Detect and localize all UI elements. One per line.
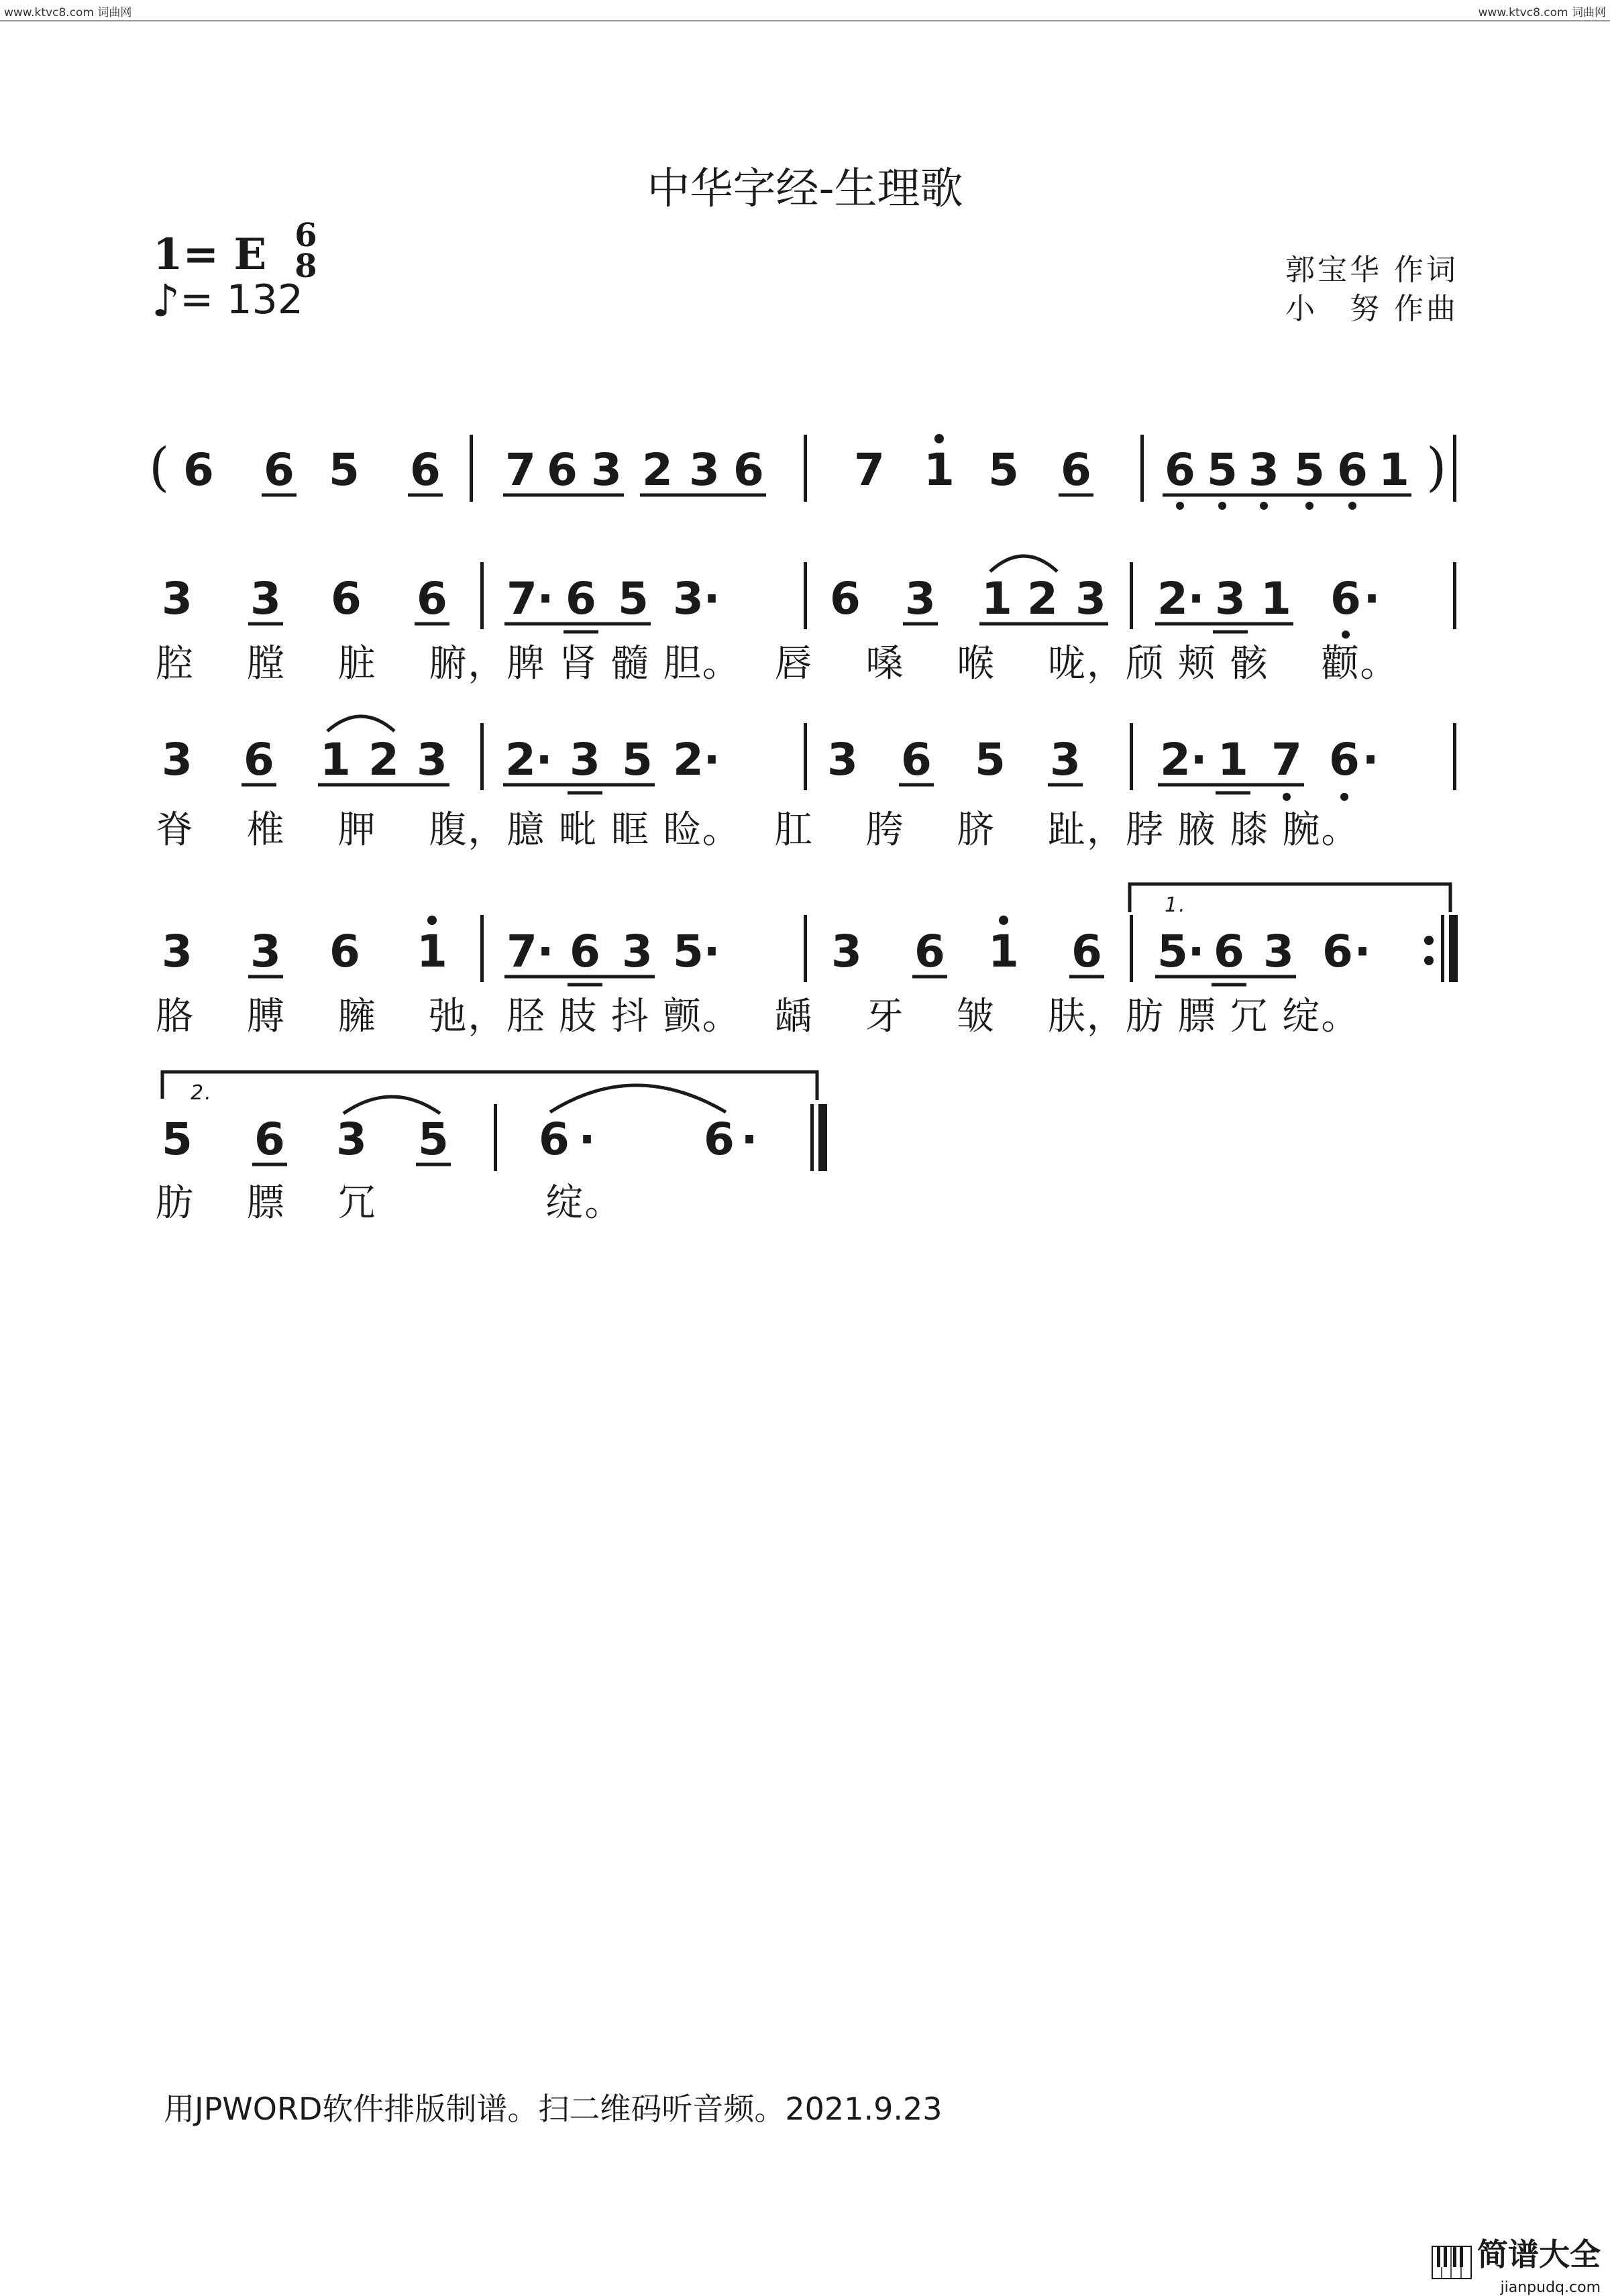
note: 3 <box>1263 926 1294 977</box>
note: 5 <box>1207 444 1238 496</box>
page-title: 中华字经-生理歌 <box>647 164 963 214</box>
volta-1-label: 1. <box>1165 893 1187 917</box>
note: 6 <box>1329 734 1360 785</box>
note: 3 <box>905 573 936 624</box>
note: 3 <box>827 734 858 785</box>
note: 6 <box>1337 444 1368 496</box>
note: 6 <box>830 573 861 624</box>
close-paren: ) <box>1426 437 1447 498</box>
note: 6 <box>417 573 447 624</box>
note: 3 <box>250 926 281 977</box>
note: 6 <box>570 926 600 977</box>
note: 6 <box>244 734 274 785</box>
lyric-line-3: 胳 膊 臃 弛，胫 肢 抖 颤。 龋 牙 皱 肤，肪 膘 冗 绽。 <box>156 995 1360 1038</box>
note: 3 <box>591 444 622 496</box>
note: 3 <box>162 734 193 785</box>
note: 6 <box>539 1113 570 1165</box>
note: 6 <box>183 444 214 496</box>
meter-bottom: 8 <box>294 248 317 285</box>
lyricist-credit: 郭宝华 作词 <box>1285 253 1458 287</box>
footer-note: 用JPWORD软件排版制谱。扫二维码听音频。2021.9.23 <box>164 2091 943 2127</box>
note: 2 <box>505 734 536 785</box>
meter-top: 6 <box>294 217 317 254</box>
dot: · <box>1354 926 1371 977</box>
note: 1 <box>924 444 955 496</box>
note: 2 <box>642 444 673 496</box>
note: 5 <box>618 573 649 624</box>
barline <box>804 435 807 502</box>
barline <box>494 1104 497 1171</box>
tempo-value: = 132 <box>180 276 303 323</box>
barline <box>1140 435 1144 502</box>
note: 3 <box>162 573 193 624</box>
note: 7 <box>854 444 885 496</box>
note: 5 <box>975 734 1006 785</box>
dot: · <box>1190 734 1208 785</box>
dot: · <box>703 573 720 624</box>
note: 3 <box>162 926 193 977</box>
dot: · <box>537 573 554 624</box>
lyric-line-2: 脊 椎 胛 腹，臆 毗 眶 睑。 肛 胯 脐 趾，脖 腋 膝 腕。 <box>156 808 1360 852</box>
dot: · <box>1187 926 1205 977</box>
barline <box>804 723 807 790</box>
brand-name: 简谱大全 <box>1477 2236 1601 2273</box>
note: 5 <box>1294 444 1325 496</box>
barline <box>1130 915 1133 982</box>
note: 6 <box>733 444 764 496</box>
note: 6 <box>410 444 441 496</box>
note: 2 <box>1160 734 1191 785</box>
dot: · <box>1187 573 1205 624</box>
dot: · <box>703 926 720 977</box>
note: 7 <box>506 926 537 977</box>
dot: · <box>703 734 720 785</box>
note: 6 <box>547 444 578 496</box>
note: 1 <box>417 926 447 977</box>
key-signature: 1= E <box>153 229 267 280</box>
barline <box>480 562 484 629</box>
note: 3 <box>1248 444 1279 496</box>
note: 2 <box>673 734 704 785</box>
note: 5 <box>622 734 653 785</box>
note: 5 <box>673 926 704 977</box>
note: 3 <box>831 926 862 977</box>
note: 7 <box>1271 734 1302 785</box>
note: 5 <box>162 1113 193 1165</box>
note: 3 <box>1050 734 1081 785</box>
note: 6 <box>566 573 596 624</box>
note: 6 <box>1071 926 1102 977</box>
note: 6 <box>704 1113 735 1165</box>
dot: · <box>537 926 554 977</box>
note: 5 <box>418 1113 449 1165</box>
site-watermark-left: www.ktvc8.com 词曲网 <box>4 6 132 19</box>
note: 6 <box>1061 444 1091 496</box>
note: 6 <box>1214 926 1244 977</box>
note: 3 <box>417 734 447 785</box>
brand-logo <box>1432 2230 1601 2296</box>
note: 2 <box>1157 573 1188 624</box>
note: 2 <box>1027 573 1058 624</box>
barline <box>1453 562 1456 629</box>
brand-url: jianpudq.com <box>1500 2279 1601 2296</box>
note: 3 <box>673 573 704 624</box>
dot: · <box>1363 573 1381 624</box>
barline <box>1130 723 1133 790</box>
open-paren: ( <box>149 437 170 498</box>
note: 5 <box>988 444 1019 496</box>
piano-icon <box>1432 2246 1472 2279</box>
dot: · <box>1362 734 1379 785</box>
tempo-marking <box>152 275 303 327</box>
note: 1 <box>320 734 351 785</box>
note: 2 <box>368 734 399 785</box>
note: 3 <box>1075 573 1106 624</box>
note: 1 <box>1260 573 1291 624</box>
note: 6 <box>329 926 360 977</box>
barline <box>1453 435 1456 502</box>
note: 1 <box>1379 444 1409 496</box>
dot: · <box>535 734 553 785</box>
barline <box>1453 723 1456 790</box>
note: 6 <box>1165 444 1195 496</box>
note: 1 <box>1218 734 1248 785</box>
barline <box>804 562 807 629</box>
note: 3 <box>336 1113 367 1165</box>
barline <box>1130 562 1133 629</box>
note: 3 <box>250 573 281 624</box>
site-watermark-right: www.ktvc8.com 词曲网 <box>1478 6 1606 19</box>
note: 1 <box>988 926 1019 977</box>
note: 6 <box>254 1113 285 1165</box>
note: 3 <box>622 926 653 977</box>
note: 1 <box>981 573 1012 624</box>
barline <box>480 723 484 790</box>
barline <box>480 915 484 982</box>
lyric-line-1: 腔 膛 脏 腑，脾 肾 髓 胆。 唇 嗓 喉 咙，颀 颊 骸 颧。 <box>156 642 1399 686</box>
note: 6 <box>264 444 294 496</box>
note: 6 <box>1322 926 1353 977</box>
note: 5 <box>329 444 360 496</box>
barline <box>804 915 807 982</box>
note: 7 <box>506 573 537 624</box>
note: 6 <box>914 926 945 977</box>
note: 6 <box>901 734 932 785</box>
note: 3 <box>1215 573 1246 624</box>
note: 6 <box>331 573 362 624</box>
note: 6 <box>1330 573 1361 624</box>
note: 5 <box>1157 926 1188 977</box>
lyric-line-4: 肪 膘 冗 绽。 <box>156 1181 624 1225</box>
note: 7 <box>505 444 536 496</box>
dot: · <box>741 1113 758 1165</box>
barline <box>470 435 473 502</box>
header-divider <box>0 20 1610 21</box>
note: 3 <box>689 444 720 496</box>
time-signature <box>288 217 323 285</box>
dot: · <box>578 1113 596 1165</box>
volta-2-label: 2. <box>191 1081 213 1105</box>
eighth-note-icon: ♪ <box>152 275 180 327</box>
note: 3 <box>570 734 600 785</box>
composer-credit: 小 努 作曲 <box>1285 292 1458 326</box>
